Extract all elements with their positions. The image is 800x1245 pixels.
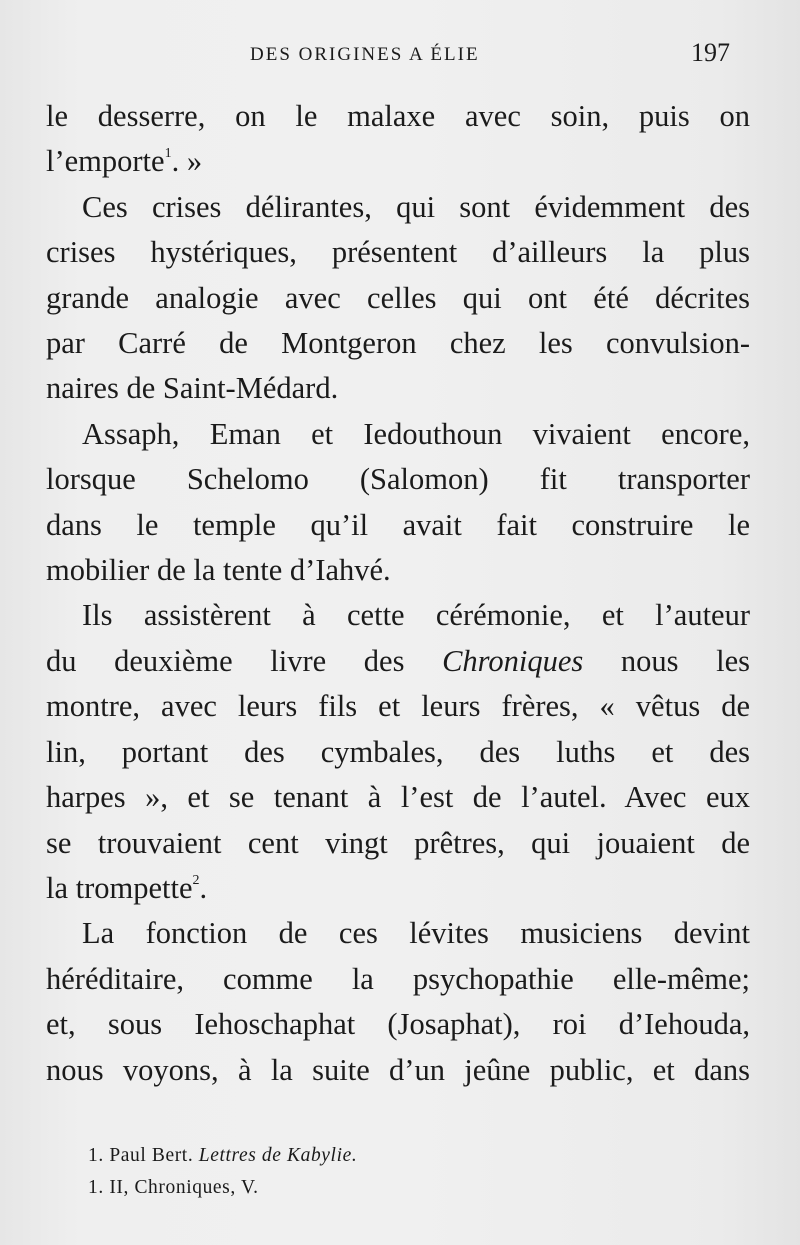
text-line: [46, 639, 750, 684]
text-line: mobilier de la tente d’Iahvé.: [46, 553, 391, 588]
footnote-reference: 2: [192, 872, 200, 888]
text-line: grande analogie avec celles qui ont été décrites: [46, 280, 750, 315]
footnote-reference: 1: [164, 146, 172, 162]
footnotes: [88, 1140, 357, 1204]
text-line: montre, avec leurs fils et leurs frères, « vêtus de: [46, 689, 750, 724]
text-line: héréditaire, comme la psychopathie elle-même;: [46, 961, 750, 996]
text-segment: du deuxième livre des: [46, 643, 405, 678]
text-line: le desserre, on le malaxe avec soin, puis on: [46, 99, 750, 133]
footnote: [88, 1140, 357, 1172]
text-segment: la trompette: [46, 870, 193, 905]
text-line: se trouvaient cent vingt prêtres, qui jouaient de: [46, 825, 750, 860]
paragraph-first-line: La fonction de ces lévites musiciens devint: [82, 916, 750, 951]
body-text: [46, 94, 750, 1093]
footnote-text: Paul Bert.: [109, 1145, 194, 1166]
text-line: lorsque Schelomo (Salomon) fit transporter: [46, 462, 750, 497]
text-line: naires de Saint-Médard.: [46, 371, 339, 406]
paragraph-first-line: Assaph, Eman et Iedouthoun vivaient encore,: [82, 416, 750, 451]
text-line: lin, portant des cymbales, des luths et des: [46, 734, 750, 769]
text-line: nous voyons, à la suite d’un jeûne public, et dans: [46, 1052, 750, 1087]
text-line: [46, 139, 750, 184]
text-line: par Carré de Montgeron chez les convulsion-: [46, 326, 750, 361]
running-head: DES ORIGINES A ÉLIE: [250, 44, 480, 65]
italic-title: Chroniques: [442, 643, 584, 678]
text-line: crises hystériques, présentent d’ailleurs la plus: [46, 235, 750, 270]
paragraph-first-line: Ces crises délirantes, qui sont évidemment des: [82, 189, 750, 224]
footnote-marker: 1.: [88, 1177, 104, 1198]
text-segment: .: [199, 870, 208, 905]
footnote-text: II, Chroniques, V.: [109, 1177, 259, 1198]
paragraph-first-line: Ils assistèrent à cette cérémonie, et l’auteur: [82, 598, 750, 633]
text-segment: nous les: [620, 643, 751, 678]
text-segment: . »: [171, 144, 203, 179]
footnote-marker: 1.: [88, 1145, 104, 1166]
page-number: 197: [691, 38, 730, 67]
text-line: dans le temple qu’il avait fait construire le: [46, 507, 750, 542]
footnote: [88, 1172, 357, 1204]
text-segment: l’emporte: [46, 144, 165, 179]
text-line: harpes », et se tenant à l’est de l’autel. Avec eux: [46, 780, 750, 815]
text-line: et, sous Iehoschaphat (Josaphat), roi d’Iehouda,: [46, 1007, 750, 1042]
footnote-italic-title: Lettres de Kabylie.: [198, 1145, 358, 1166]
text-line: [46, 866, 750, 911]
